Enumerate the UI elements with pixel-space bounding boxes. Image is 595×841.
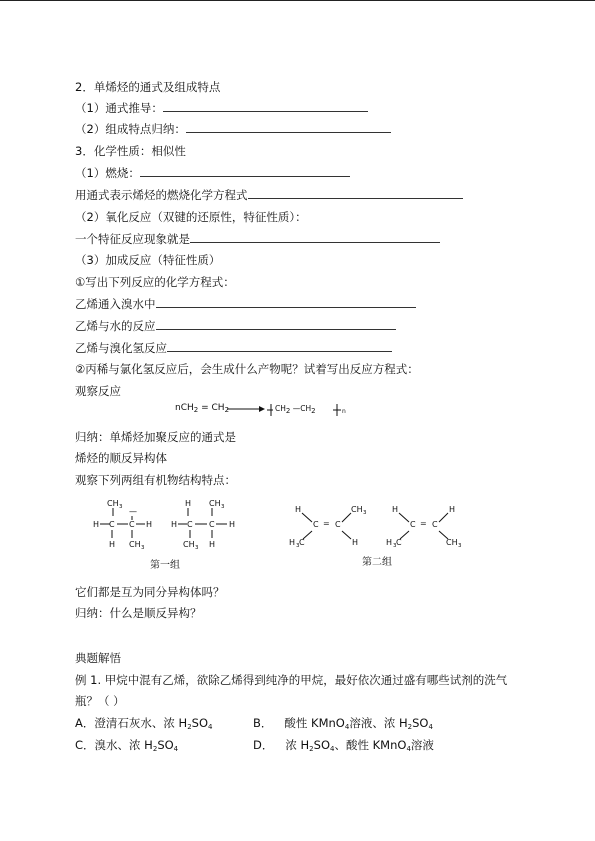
reaction-label: 乙烯与溴化氢反应 [75, 341, 167, 355]
group-2-structures [285, 500, 475, 552]
answer-blank[interactable] [186, 122, 391, 133]
svg-text:3: 3 [119, 504, 123, 510]
svg-text:=: = [420, 519, 427, 528]
option-text: 溶液 [410, 738, 434, 752]
option-text: 浓 H [285, 738, 310, 752]
svg-text:CH: CH [183, 540, 195, 549]
svg-text:C: C [299, 538, 305, 547]
option-label: D． [253, 738, 274, 752]
subscript: 2 [311, 407, 316, 415]
svg-text:3: 3 [195, 545, 199, 551]
svg-text:—: — [129, 507, 137, 516]
svg-text:C: C [432, 520, 438, 529]
formula-text: = CH [198, 403, 225, 413]
svg-text:CH: CH [129, 540, 141, 549]
svg-text:3: 3 [221, 504, 225, 510]
subscript: 2 [224, 406, 230, 414]
svg-text:H: H [146, 520, 153, 529]
cis-trans-title: 烯烃的顺反异构体 [75, 451, 167, 465]
svg-text:H: H [392, 505, 399, 514]
combustion-line [75, 166, 350, 180]
option-text: SO [191, 716, 209, 730]
svg-text:C: C [209, 520, 215, 529]
combustion-eq-label: 用通式表示烯烃的燃烧化学方程式 [75, 188, 248, 202]
reaction-line-1 [75, 297, 416, 311]
svg-text:C: C [129, 520, 135, 529]
svg-text:H: H [209, 540, 216, 549]
group-1-caption: 第一组 [150, 560, 180, 571]
svg-text:H: H [289, 538, 296, 547]
subscript: 2 [193, 406, 199, 414]
section-3-heading: 3．化学性质：相似性 [75, 144, 186, 158]
option-c[interactable] [75, 738, 178, 756]
cis-trans-summary: 归纳：什么是顺反异构？ [75, 606, 202, 620]
reactant-formula [175, 403, 229, 414]
polymerization-summary: 归纳：单烯烃加聚反应的通式是 [75, 430, 236, 444]
option-b[interactable] [253, 716, 433, 734]
molecule-2b-trans [386, 505, 462, 549]
svg-text:3: 3 [393, 543, 397, 549]
formula-text: —CH [290, 404, 312, 413]
product-formula [275, 404, 316, 415]
svg-text:3: 3 [296, 543, 300, 549]
feature-label: 一个特征反应现象就是 [75, 232, 190, 246]
combustion-equation-line [75, 188, 463, 202]
degree-n: n [342, 408, 346, 415]
answer-blank[interactable] [140, 166, 350, 177]
composition-line [75, 122, 391, 136]
example-1-question-cont: 瓶？（ ） [75, 694, 125, 708]
formula-text: CH [275, 404, 286, 413]
subscript: 2 [407, 723, 413, 731]
option-label: A． [75, 716, 95, 730]
oxidation-heading: （2）氧化反应（双键的还原性，特征性质）： [75, 210, 307, 224]
option-d[interactable] [253, 738, 434, 756]
formula-text: nCH [175, 403, 194, 413]
reaction-line-2 [75, 319, 396, 333]
svg-text:H: H [449, 505, 456, 514]
svg-text:C: C [396, 538, 402, 547]
write-equations-instruction: ①写出下列反应的化学方程式： [75, 275, 235, 289]
isomer-question: 它们都是互为同分异构体吗？ [75, 585, 225, 599]
option-text: 、酸性 KMnO [334, 738, 407, 752]
svg-text:C: C [335, 520, 341, 529]
section-2-heading: 2．单烯烃的通式及组成特点 [75, 80, 221, 94]
addition-heading: （3）加成反应（特征性质） [75, 253, 221, 267]
formula-derivation-line [75, 101, 368, 115]
option-a[interactable] [75, 716, 212, 734]
svg-text:C: C [410, 520, 416, 529]
polymerization-formula [175, 401, 375, 419]
formula-derivation-label: （1）通式推导： [75, 101, 163, 115]
combustion-label: （1）燃烧： [75, 166, 140, 180]
subscript: 2 [285, 407, 291, 415]
reaction-label: 乙烯与水的反应 [75, 319, 156, 333]
propene-question: ②丙稀与氯化氢反应后，会生成什么产物呢？试着写出反应方程式： [75, 362, 419, 376]
group-2-caption: 第二组 [362, 557, 392, 568]
svg-text:C: C [313, 520, 319, 529]
option-label: B． [253, 716, 273, 730]
svg-text:C: C [109, 520, 115, 529]
answer-blank[interactable] [167, 341, 392, 352]
subscript: 4 [208, 723, 213, 731]
subscript: 4 [330, 745, 335, 753]
svg-text:CH: CH [209, 499, 221, 508]
subscript: 4 [344, 723, 350, 731]
svg-text:H: H [185, 499, 192, 508]
group-1-structures [85, 494, 275, 554]
option-label: C． [75, 738, 95, 752]
feature-phenomenon-line [75, 232, 440, 246]
subscript: 2 [152, 745, 158, 753]
svg-text:H: H [171, 520, 178, 529]
molecule-2a-cis [289, 505, 367, 549]
option-text: SO [412, 716, 429, 730]
svg-text:H: H [352, 538, 359, 547]
subscript: 4 [406, 745, 411, 753]
option-text: 溴水、浓 H [94, 738, 153, 752]
svg-text:CH: CH [351, 505, 363, 514]
answer-blank[interactable] [156, 319, 396, 330]
subscript: 2 [187, 723, 192, 731]
reaction-line-3 [75, 341, 392, 355]
svg-text:H: H [109, 540, 116, 549]
svg-text:H: H [386, 538, 393, 547]
reaction-label: 乙烯通入溴水中 [75, 297, 156, 311]
molecule-1a [93, 499, 152, 551]
page-top-border [0, 0, 595, 1]
option-text: 澄清石灰水、浓 H [94, 716, 188, 730]
svg-text:=: = [323, 519, 330, 528]
answer-blank[interactable] [163, 101, 368, 112]
svg-text:H: H [295, 505, 302, 514]
subscript: 4 [428, 723, 433, 731]
svg-text:3: 3 [458, 543, 462, 549]
observe-reaction-label: 观察反应 [75, 384, 121, 398]
svg-text:CH: CH [446, 538, 458, 547]
svg-text:CH: CH [107, 499, 119, 508]
svg-text:H: H [93, 520, 100, 529]
svg-text:C: C [187, 520, 193, 529]
example-1-question: 例 1. 甲烷中混有乙烯，欲除乙烯得到纯净的甲烷，最好依次通过盛有哪些试剂的洗气 [75, 673, 508, 687]
observe-two-groups: 观察下列两组有机物结构特点： [75, 473, 236, 487]
molecule-1b [171, 499, 235, 551]
subscript: 2 [309, 745, 314, 753]
answer-blank[interactable] [156, 297, 416, 308]
composition-label: （2）组成特点归纳： [75, 122, 186, 136]
svg-text:3: 3 [141, 545, 145, 551]
option-text: 酸性 KMnO [284, 716, 345, 730]
example-section-title: 典题解悟 [75, 651, 121, 665]
subscript: 4 [173, 745, 179, 753]
svg-text:3: 3 [363, 510, 367, 516]
option-text: SO [313, 738, 330, 752]
answer-blank[interactable] [190, 232, 440, 243]
option-text: SO [157, 738, 174, 752]
svg-text:H: H [229, 520, 236, 529]
option-text: 溶液、浓 H [349, 716, 408, 730]
answer-blank[interactable] [248, 188, 463, 199]
